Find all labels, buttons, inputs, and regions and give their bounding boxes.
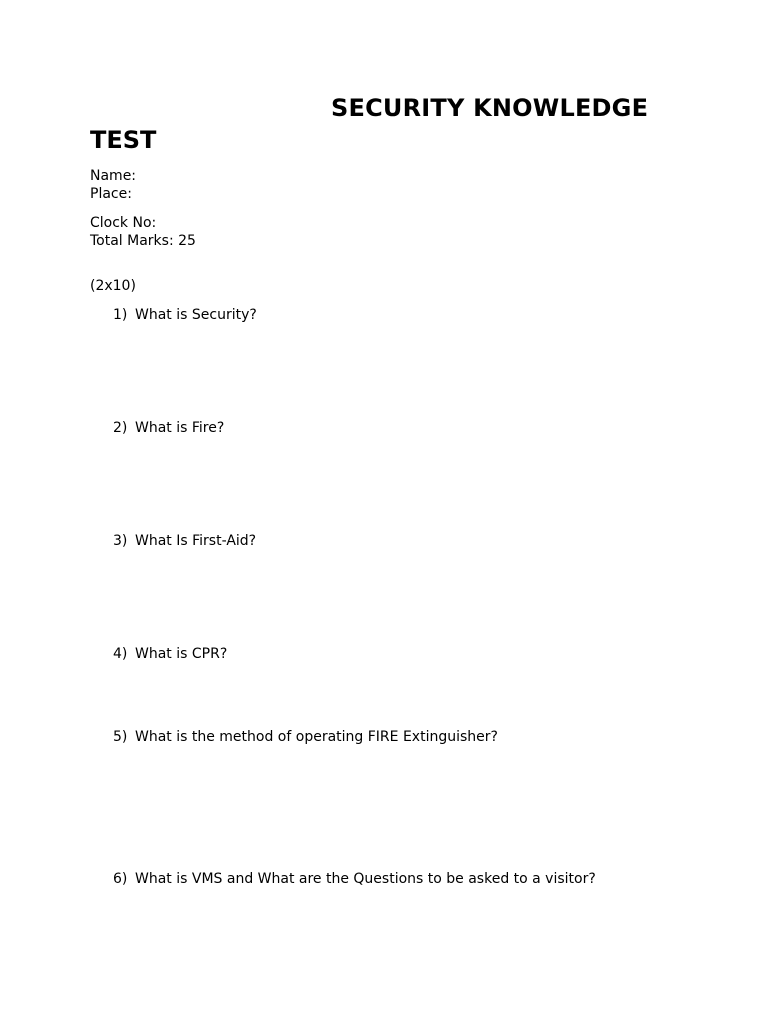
question-item (113, 532, 256, 550)
question-item (113, 419, 224, 437)
question-number: 3) (113, 533, 128, 549)
question-number: 6) (113, 871, 128, 887)
question-text: What is Security? (135, 307, 257, 323)
total-marks-label: Total Marks: 25 (90, 233, 196, 249)
question-item (113, 728, 498, 746)
question-number: 1) (113, 307, 128, 323)
question-item (113, 645, 227, 663)
question-number: 4) (113, 646, 128, 662)
clock-no-field-label: Clock No: (90, 215, 157, 231)
question-item (113, 306, 257, 324)
question-text: What Is First-Aid? (135, 533, 257, 549)
question-text: What is Fire? (135, 420, 225, 436)
question-text: What is CPR? (135, 646, 228, 662)
question-item (113, 870, 596, 888)
document-title-line1: SECURITY KNOWLEDGE (331, 94, 649, 122)
question-text: What is VMS and What are the Questions to be asked to a visitor? (135, 871, 596, 887)
question-text: What is the method of operating FIRE Extinguisher? (135, 729, 498, 745)
document-title-line2: TEST (90, 126, 157, 154)
marks-note: (2x10) (90, 278, 136, 294)
place-field-label: Place: (90, 186, 132, 202)
name-field-label: Name: (90, 168, 137, 184)
question-number: 5) (113, 729, 128, 745)
question-number: 2) (113, 420, 128, 436)
